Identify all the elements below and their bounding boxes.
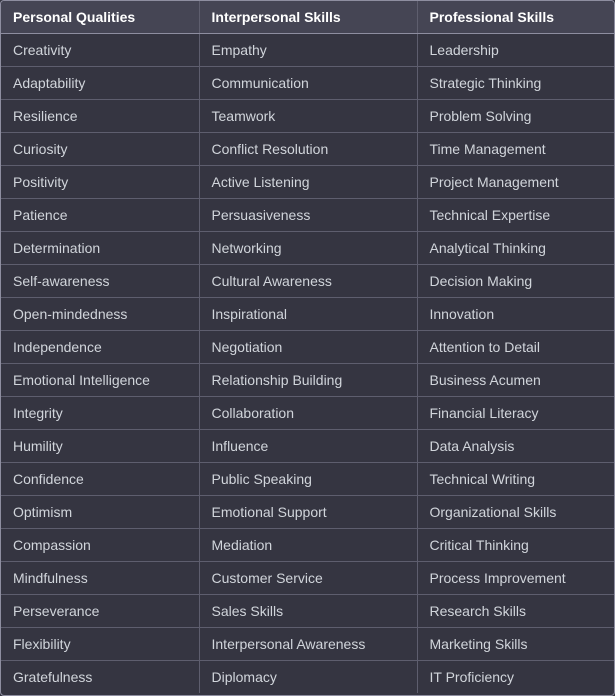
- interpersonal-skill-cell: Customer Service: [199, 562, 417, 595]
- table-header: [1, 1, 614, 34]
- interpersonal-skill-cell: Sales Skills: [199, 595, 417, 628]
- personal-quality-cell: Patience: [1, 199, 199, 232]
- interpersonal-skill-cell: Persuasiveness: [199, 199, 417, 232]
- table-row: [1, 628, 614, 661]
- personal-quality-cell: Creativity: [13, 42, 72, 58]
- table-row: [1, 397, 614, 430]
- professional-skill-cell: Decision Making: [417, 265, 614, 298]
- interpersonal-skill-cell: Empathy: [199, 34, 417, 67]
- interpersonal-skill-cell: Public Speaking: [199, 463, 417, 496]
- table-row: [1, 166, 614, 199]
- table-row: [1, 364, 614, 397]
- personal-quality-cell: Perseverance: [1, 595, 199, 628]
- personal-quality-cell: Compassion: [1, 529, 199, 562]
- personal-quality-cell: Mindfulness: [1, 562, 199, 595]
- professional-skill-cell: Marketing Skills: [417, 628, 614, 661]
- table-row: [1, 100, 614, 133]
- professional-skill-cell: Project Management: [417, 166, 614, 199]
- table-row: [1, 496, 614, 529]
- table-row: [1, 232, 614, 265]
- table-row: [1, 133, 614, 166]
- interpersonal-skill-cell: Cultural Awareness: [199, 265, 417, 298]
- interpersonal-skill-cell: Mediation: [199, 529, 417, 562]
- personal-quality-cell: Confidence: [1, 463, 199, 496]
- professional-skill-cell: Process Improvement: [417, 562, 614, 595]
- personal-quality-cell: Adaptability: [1, 67, 199, 100]
- personal-quality-cell: Optimism: [1, 496, 199, 529]
- header-row: [1, 1, 614, 34]
- interpersonal-skill-cell: Relationship Building: [199, 364, 417, 397]
- professional-skill-cell: Innovation: [417, 298, 614, 331]
- professional-skill-cell: Problem Solving: [417, 100, 614, 133]
- professional-skill-cell: Technical Writing: [417, 463, 614, 496]
- professional-skill-cell: Attention to Detail: [417, 331, 614, 364]
- personal-quality-cell: Gratefulness: [1, 661, 199, 694]
- professional-skill-cell: Organizational Skills: [417, 496, 614, 529]
- interpersonal-skill-cell: Communication: [199, 67, 417, 100]
- professional-skill-cell: Financial Literacy: [417, 397, 614, 430]
- skills-table: [1, 1, 614, 693]
- personal-quality-cell: Emotional Intelligence: [1, 364, 199, 397]
- interpersonal-skill-cell: Teamwork: [199, 100, 417, 133]
- table-row: [1, 430, 614, 463]
- header-professional-skills: Professional Skills: [417, 1, 614, 34]
- personal-quality-cell: Flexibility: [1, 628, 199, 661]
- personal-quality-cell: Humility: [1, 430, 199, 463]
- header-personal-qualities: Personal Qualities: [1, 1, 199, 34]
- interpersonal-skill-cell: Collaboration: [199, 397, 417, 430]
- professional-skill-cell: Time Management: [417, 133, 614, 166]
- personal-quality-cell: Open-mindedness: [1, 298, 199, 331]
- table-row: [1, 199, 614, 232]
- table-body: [1, 34, 614, 694]
- interpersonal-skill-cell: Networking: [199, 232, 417, 265]
- personal-quality-cell: Determination: [1, 232, 199, 265]
- professional-skill-cell: IT Proficiency: [417, 661, 614, 694]
- interpersonal-skill-cell: Interpersonal Awareness: [199, 628, 417, 661]
- professional-skill-cell: Strategic Thinking: [417, 67, 614, 100]
- header-interpersonal-skills: Interpersonal Skills: [199, 1, 417, 34]
- professional-skill-cell: Research Skills: [417, 595, 614, 628]
- table-row: [1, 298, 614, 331]
- interpersonal-skill-cell: Conflict Resolution: [199, 133, 417, 166]
- personal-quality-cell: Curiosity: [1, 133, 199, 166]
- table-row: [1, 463, 614, 496]
- interpersonal-skill-cell: Active Listening: [199, 166, 417, 199]
- table-row: [1, 529, 614, 562]
- personal-quality-cell: Independence: [1, 331, 199, 364]
- personal-quality-cell: Integrity: [1, 397, 199, 430]
- professional-skill-cell: Business Acumen: [417, 364, 614, 397]
- personal-quality-cell: Positivity: [1, 166, 199, 199]
- interpersonal-skill-cell: Negotiation: [199, 331, 417, 364]
- personal-quality-cell: Resilience: [1, 100, 199, 133]
- table-row: [1, 562, 614, 595]
- professional-skill-cell: Leadership: [417, 34, 614, 67]
- table-row: [1, 331, 614, 364]
- table-row: [1, 265, 614, 298]
- table-row: [1, 34, 614, 67]
- interpersonal-skill-cell: Influence: [199, 430, 417, 463]
- table-row: [1, 67, 614, 100]
- personal-quality-cell: Self-awareness: [1, 265, 199, 298]
- professional-skill-cell: Technical Expertise: [417, 199, 614, 232]
- professional-skill-cell: Data Analysis: [417, 430, 614, 463]
- professional-skill-cell: Critical Thinking: [417, 529, 614, 562]
- professional-skill-cell: Analytical Thinking: [417, 232, 614, 265]
- table-row: [1, 595, 614, 628]
- interpersonal-skill-cell: Emotional Support: [199, 496, 417, 529]
- table-row: [1, 661, 614, 694]
- interpersonal-skill-cell: Inspirational: [199, 298, 417, 331]
- interpersonal-skill-cell: Diplomacy: [199, 661, 417, 694]
